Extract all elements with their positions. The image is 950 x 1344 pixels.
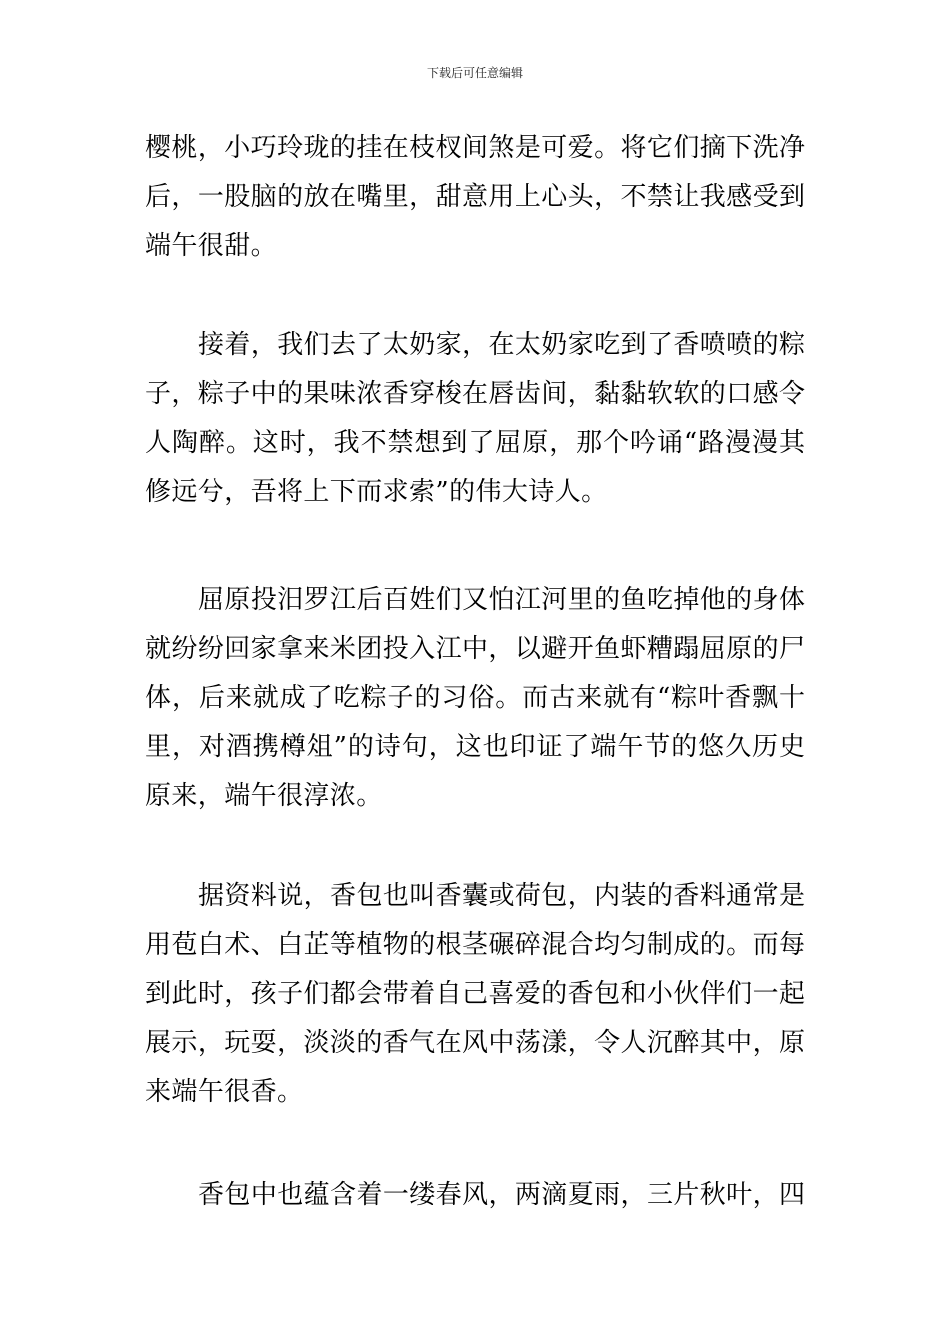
text-line: 修远兮，吾将上下而求索”的伟大诗人。 <box>145 477 608 507</box>
text-line: 据资料说，香包也叫香囊或荷包，内装的香料通常是 <box>198 881 805 911</box>
text-line: 用苞白术、白芷等植物的根茎碾碎混合均匀制成的。而每 <box>145 930 805 960</box>
text-line: 来端午很香。 <box>145 1077 304 1107</box>
text-line: 接着，我们去了太奶家，在太奶家吃到了香喷喷的粽 <box>198 330 805 360</box>
text-line: 体，后来就成了吃粽子的习俗。而古来就有“粽叶香飘十 <box>145 683 805 713</box>
text-line: 屈原投汨罗江后百姓们又怕江河里的鱼吃掉他的身体 <box>198 585 805 615</box>
page-header: 下载后可任意编辑 <box>426 66 523 80</box>
text-line: 香包中也蕴含着一缕春风，两滴夏雨，三片秋叶，四 <box>198 1180 805 1210</box>
text-line: 展示，玩耍，淡淡的香气在风中荡漾，令人沉醉其中，原 <box>145 1028 805 1058</box>
text-line: 人陶醉。这时，我不禁想到了屈原，那个吟诵“路漫漫其 <box>145 428 805 458</box>
text-line: 里，对酒携樽俎”的诗句，这也印证了端午节的悠久历史 <box>145 732 805 762</box>
text-line: 樱桃，小巧玲珑的挂在枝杈间煞是可爱。将它们摘下洗净 <box>145 133 805 163</box>
text-line: 子，粽子中的果味浓香穿梭在唇齿间，黏黏软软的口感令 <box>145 379 805 409</box>
text-line: 端午很甜。 <box>145 231 278 261</box>
text-line: 原来，端午很淳浓。 <box>145 781 383 811</box>
text-line: 到此时，孩子们都会带着自己喜爱的香包和小伙伴们一起 <box>145 979 805 1009</box>
text-line: 后，一股脑的放在嘴里，甜意用上心头，不禁让我感受到 <box>145 182 805 212</box>
text-line: 就纷纷回家拿来米团投入江中，以避开鱼虾糟蹋屈原的尸 <box>145 634 805 664</box>
